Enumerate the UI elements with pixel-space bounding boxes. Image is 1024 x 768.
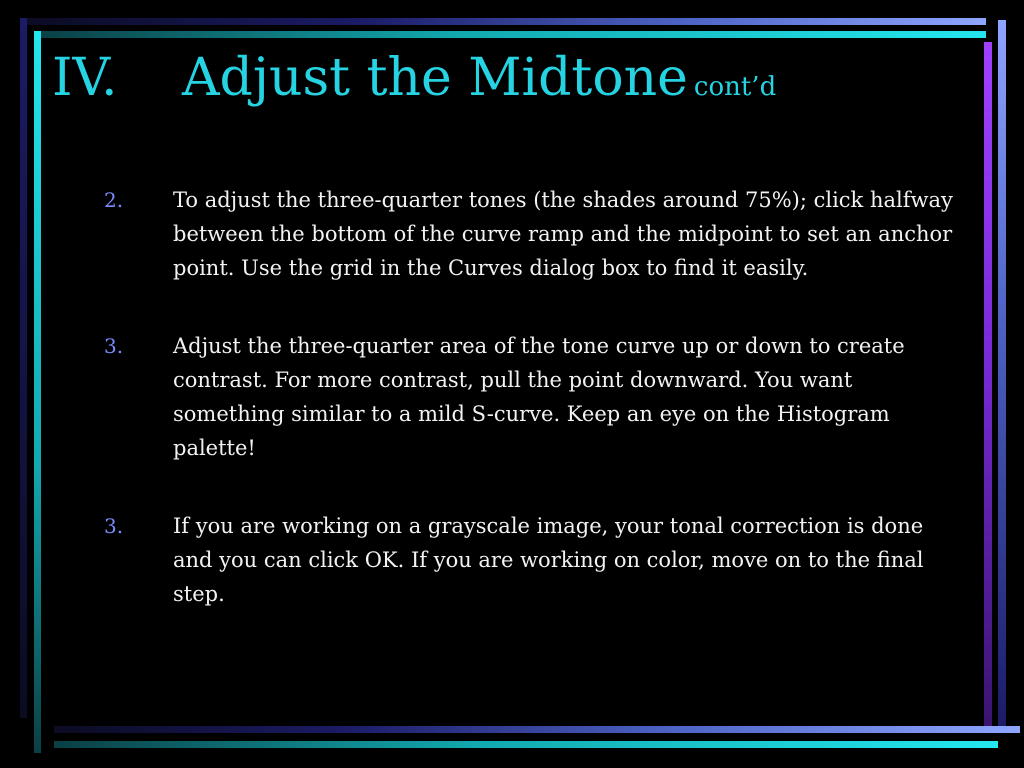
frame-bar-right-inner — [984, 42, 992, 726]
frame-bar-right-outer — [998, 20, 1006, 726]
title-numeral: IV. — [52, 48, 118, 108]
step-list — [104, 183, 964, 655]
frame-bar-left-outer — [20, 18, 27, 718]
frame-bar-bottom-inner — [54, 741, 998, 748]
list-item-number: 2. — [104, 188, 124, 212]
slide-title — [52, 48, 777, 108]
list-item — [104, 329, 964, 465]
list-item-text: Adjust the three-quarter area of the tone curve up or down to create contrast. For more contrast, pull the point downward. You want something similar to a mild S-curve. Keep an eye on the Histogram palette! — [173, 334, 905, 460]
list-item-text: If you are working on a grayscale image, your tonal correction is done and you can click OK. If you are working on color, move on to the final step. — [173, 514, 924, 606]
list-item-number: 3. — [104, 514, 124, 538]
list-item — [104, 183, 964, 285]
list-item-text: To adjust the three-quarter tones (the shades around 75%); click halfway between the bottom of the curve ramp and the midpoint to set an anchor point. Use the grid in the Curves dialog box to find it easily. — [173, 188, 953, 280]
title-main: Adjust the Midtone — [182, 48, 688, 108]
frame-bar-left-inner — [34, 31, 41, 753]
list-item-number: 3. — [104, 334, 124, 358]
frame-bar-top-outer — [20, 18, 986, 25]
title-subtitle: cont’d — [693, 72, 777, 102]
frame-bar-top-inner — [34, 31, 986, 38]
list-item — [104, 509, 964, 611]
frame-bar-bottom-outer — [54, 726, 1020, 733]
